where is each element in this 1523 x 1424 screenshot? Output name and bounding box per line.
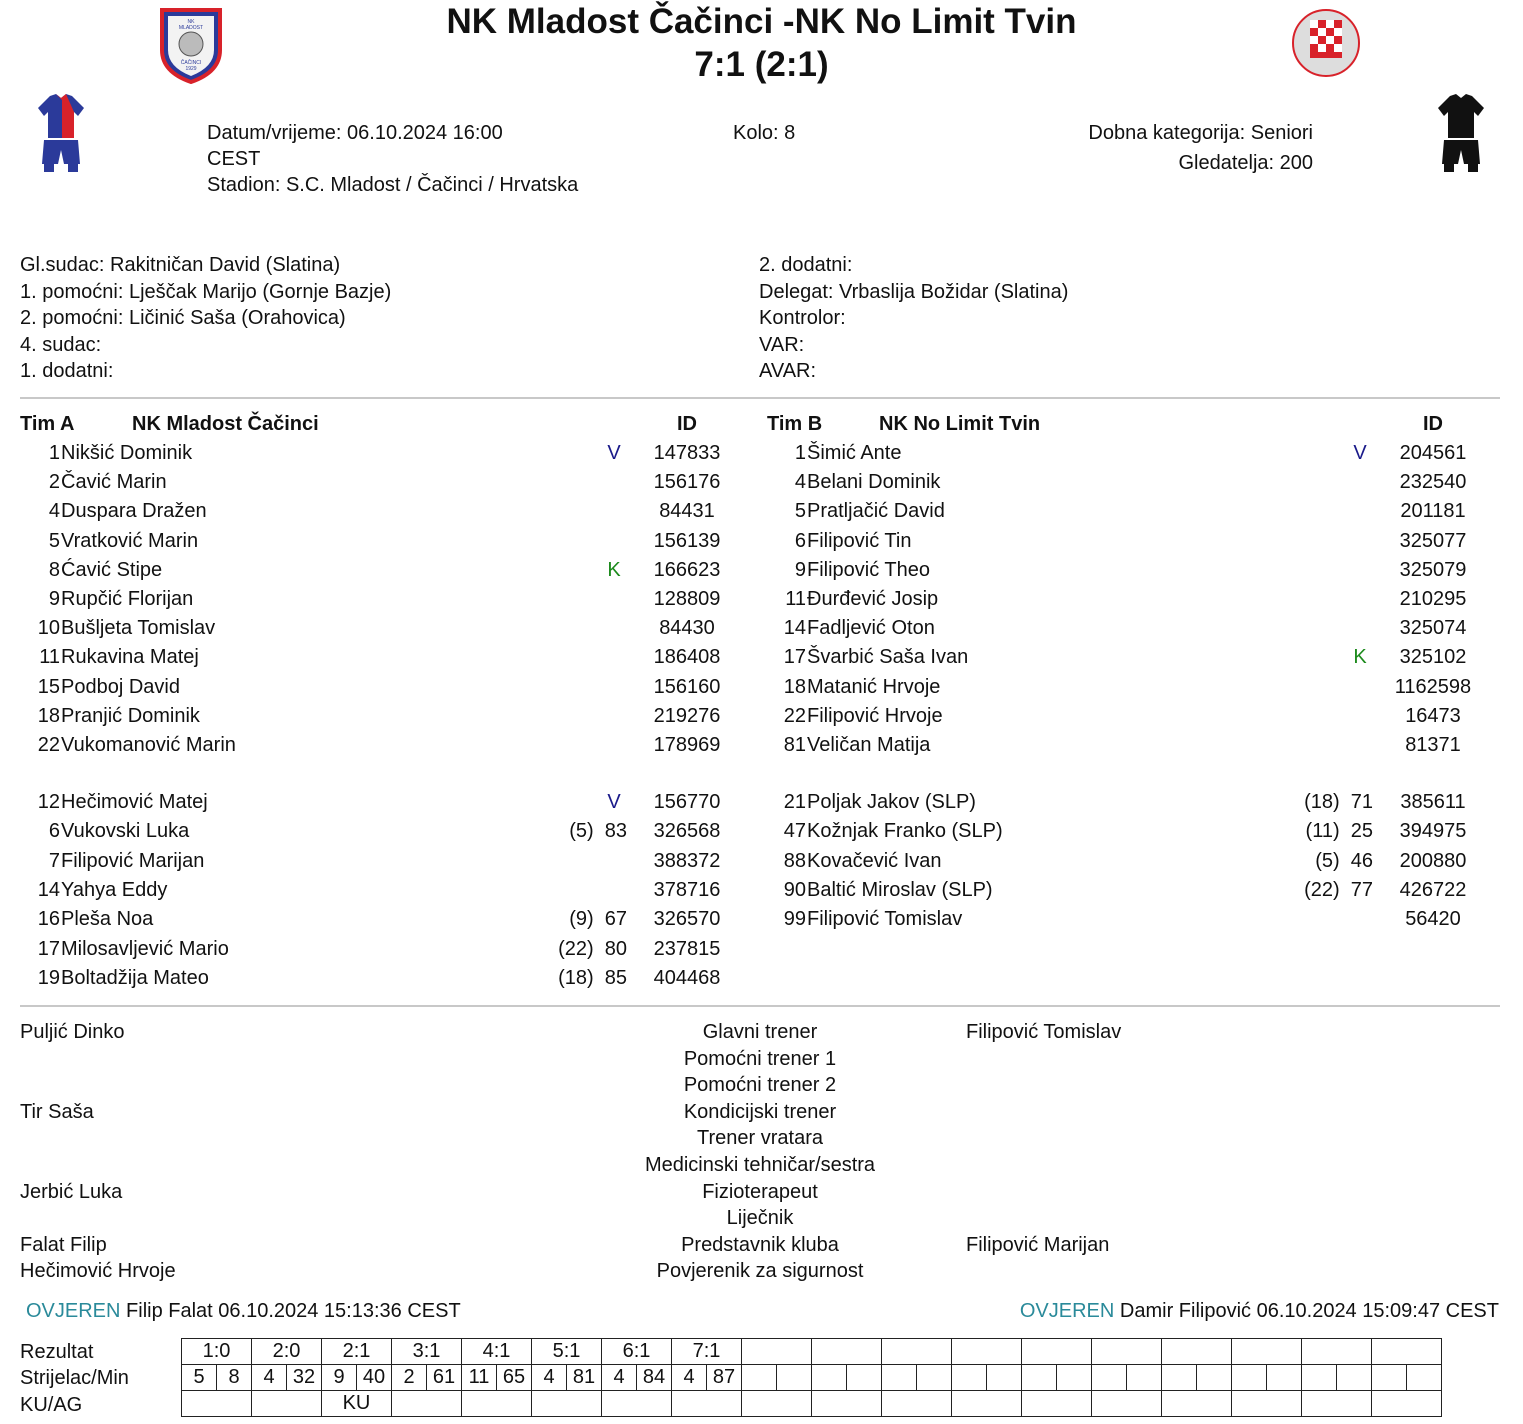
ku-ag-cell <box>1162 1391 1232 1417</box>
official-right: VAR: <box>759 333 805 356</box>
player-name: Pleša Noa <box>61 908 154 931</box>
player-id: 404468 <box>653 966 721 989</box>
ku-ag-cell <box>1092 1391 1162 1417</box>
ku-ag-cell <box>182 1391 252 1417</box>
ku-ag-cell <box>812 1391 882 1417</box>
player-name: Duspara Dražen <box>61 500 207 523</box>
result-score-cell: 2:0 <box>252 1339 322 1365</box>
scorer-minute-cell: 84 <box>637 1365 672 1391</box>
player-name: Milosavljević Mario <box>61 937 229 960</box>
scorer-number-cell: 5 <box>182 1365 217 1391</box>
staff-away-name: Filipović Tomislav <box>966 1021 1122 1043</box>
player-id: 326568 <box>653 820 721 843</box>
player-number: 8 <box>48 558 60 581</box>
player-number: 14 <box>37 878 60 901</box>
substitution-info: (11) 25 <box>1305 820 1373 843</box>
player-name: Ćavić Stipe <box>61 558 163 581</box>
player-row <box>0 791 1523 820</box>
team-a-name: NK Mladost Čačinci <box>132 413 319 435</box>
goalkeeper-badge: V <box>607 791 621 813</box>
captain-badge: K <box>1353 646 1367 669</box>
player-row <box>0 442 1523 471</box>
results-label-score: Rezultat <box>20 1341 94 1363</box>
scorer-number-cell <box>952 1365 987 1391</box>
result-score-cell <box>952 1339 1022 1365</box>
player-id: 166623 <box>653 558 721 581</box>
player-row <box>0 908 1523 937</box>
player-number: 81 <box>783 734 806 756</box>
player-number: 1 <box>794 442 806 464</box>
svg-text:NK: NK <box>187 19 195 25</box>
player-number: 12 <box>37 791 60 813</box>
player-id: 84431 <box>659 500 715 523</box>
staff-role: Trener vratara <box>697 1127 823 1150</box>
player-number: 11 <box>785 588 806 610</box>
player-id: 385611 <box>1400 791 1466 813</box>
player-id: 219276 <box>653 704 721 727</box>
player-name: Kovačević Ivan <box>807 849 942 872</box>
staff-role: Kondicijski trener <box>683 1100 837 1123</box>
match-title: NK Mladost Čačinci -NK No Limit Tvin <box>446 2 1077 41</box>
scorer-minute-cell: 8 <box>217 1365 252 1391</box>
official-left: 1. pomoćni: Lješčak Marijo (Gornje Bazje) <box>20 280 392 303</box>
verification-text: Filip Falat 06.10.2024 15:13:36 CEST <box>126 1300 461 1322</box>
player-number: 21 <box>783 791 806 813</box>
match-category: Dobna kategorija: Seniori <box>1088 122 1313 144</box>
ku-ag-cell <box>742 1391 812 1417</box>
player-number: 6 <box>48 820 60 843</box>
player-row <box>0 588 1523 617</box>
player-number: 9 <box>48 588 60 610</box>
staff-role: Predstavnik kluba <box>681 1233 839 1256</box>
scorer-minute-cell: 32 <box>287 1365 322 1391</box>
match-datetime: Datum/vrijeme: 06.10.2024 16:00 <box>207 122 503 144</box>
player-name: Fadljević Oton <box>807 617 935 640</box>
scorer-number-cell: 11 <box>462 1365 497 1391</box>
player-row <box>0 676 1523 705</box>
player-id: 81371 <box>1405 734 1461 756</box>
staff-role: Povjerenik za sigurnost <box>656 1260 864 1283</box>
player-number: 90 <box>783 878 806 901</box>
substitution-info: (22) 80 <box>558 937 627 960</box>
match-round: Kolo: 8 <box>733 122 796 144</box>
player-row <box>0 471 1523 500</box>
ku-ag-cell <box>532 1391 602 1417</box>
player-id: 128809 <box>653 588 721 610</box>
player-name: Rupčić Florijan <box>61 588 194 610</box>
player-name: Rukavina Matej <box>61 646 199 669</box>
player-number: 5 <box>794 500 806 523</box>
svg-text:1929: 1929 <box>185 66 197 72</box>
team-b-label: Tim B <box>767 413 823 435</box>
player-number: 19 <box>37 966 60 989</box>
match-timezone: CEST <box>207 148 261 170</box>
player-id: 147833 <box>653 442 721 464</box>
result-score-cell: 7:1 <box>672 1339 742 1365</box>
player-number: 1 <box>48 442 60 464</box>
team-a-id-header: ID <box>677 413 697 435</box>
player-number: 15 <box>37 675 60 698</box>
player-id: 156176 <box>653 471 721 494</box>
result-score-cell: 4:1 <box>462 1339 532 1365</box>
staff-home-name: Hečimović Hrvoje <box>20 1260 176 1283</box>
scorer-minute-cell <box>847 1365 882 1391</box>
official-right: Delegat: Vrbaslija Božidar (Slatina) <box>759 280 1069 303</box>
player-id: 388372 <box>653 849 721 872</box>
scorer-minute-cell <box>1267 1365 1302 1391</box>
staff-role: Fizioterapeut <box>702 1180 818 1203</box>
scorer-minute-cell: 87 <box>707 1365 742 1391</box>
substitution-info: (5) 83 <box>569 820 627 843</box>
scorer-number-cell: 4 <box>602 1365 637 1391</box>
player-number: 88 <box>783 849 806 872</box>
team-a-label: Tim A <box>20 413 75 435</box>
scorer-number-cell <box>1092 1365 1127 1391</box>
player-name: Filipović Tin <box>807 529 912 552</box>
scorer-number-cell <box>1162 1365 1197 1391</box>
player-number: 16 <box>37 908 60 931</box>
player-id: 378716 <box>653 878 721 901</box>
ku-ag-cell <box>602 1391 672 1417</box>
player-id: 201181 <box>1400 500 1466 523</box>
goalkeeper-badge: V <box>607 442 621 464</box>
player-name: Vukomanović Marin <box>61 734 236 756</box>
player-id: 16473 <box>1405 704 1461 727</box>
player-name: Čavić Marin <box>61 471 167 494</box>
scorer-number-cell <box>1372 1365 1407 1391</box>
ku-ag-cell <box>252 1391 322 1417</box>
player-number: 17 <box>783 646 806 669</box>
scorer-number-cell: 4 <box>532 1365 567 1391</box>
player-id: 325102 <box>1399 646 1467 669</box>
player-id: 200880 <box>1399 849 1467 872</box>
result-score-cell: 3:1 <box>392 1339 462 1365</box>
result-score-cell <box>1162 1339 1232 1365</box>
ku-ag-cell <box>1372 1391 1442 1417</box>
results-label-ku-ag: KU/AG <box>20 1394 83 1416</box>
ku-ag-cell <box>462 1391 532 1417</box>
verification-status: OVJEREN <box>1019 1300 1115 1322</box>
player-number: 14 <box>783 617 806 640</box>
player-number: 17 <box>37 937 60 960</box>
player-id: 426722 <box>1399 878 1467 901</box>
scorer-number-cell: 4 <box>672 1365 707 1391</box>
scorer-minute-cell <box>1337 1365 1372 1391</box>
ku-ag-cell: KU <box>322 1391 392 1417</box>
substitution-info: (22) 77 <box>1304 878 1373 901</box>
player-id: 325074 <box>1399 617 1467 640</box>
ku-ag-cell <box>1022 1391 1092 1417</box>
staff-role: Pomoćni trener 2 <box>683 1074 837 1097</box>
player-id: 84430 <box>659 617 715 640</box>
staff-role: Medicinski tehničar/sestra <box>644 1154 876 1176</box>
player-row <box>0 617 1523 646</box>
substitution-info: (9) 67 <box>569 908 627 931</box>
player-number: 10 <box>37 617 60 640</box>
player-name: Šimić Ante <box>807 442 902 464</box>
scorer-minute-cell <box>917 1365 952 1391</box>
player-name: Vukovski Luka <box>61 820 190 843</box>
scorer-number-cell <box>742 1365 777 1391</box>
home-club-logo <box>158 6 224 84</box>
scorer-number-cell <box>1232 1365 1267 1391</box>
away-kit-icon <box>1436 94 1486 174</box>
player-number: 2 <box>48 471 60 494</box>
player-name: Kožnjak Franko (SLP) <box>807 820 1003 843</box>
result-score-cell <box>742 1339 812 1365</box>
player-id: 325079 <box>1399 558 1467 581</box>
results-label-scorer: Strijelac/Min <box>20 1367 129 1389</box>
scorer-number-cell: 2 <box>392 1365 427 1391</box>
scorer-minute-cell <box>1057 1365 1092 1391</box>
result-score-cell <box>1302 1339 1372 1365</box>
player-number: 18 <box>783 675 806 698</box>
result-score-cell: 1:0 <box>182 1339 252 1365</box>
match-spectators: Gledatelja: 200 <box>1178 152 1313 174</box>
player-name: Filipović Tomislav <box>807 908 963 931</box>
player-id: 156139 <box>653 529 721 552</box>
ku-ag-cell <box>952 1391 1022 1417</box>
scorer-minute-cell: 61 <box>427 1365 462 1391</box>
player-name: Filipović Hrvoje <box>807 704 943 727</box>
staff-home-name: Puljić Dinko <box>20 1021 125 1043</box>
player-row <box>0 646 1523 675</box>
ku-ag-cell <box>672 1391 742 1417</box>
result-score-cell: 6:1 <box>602 1339 672 1365</box>
player-row <box>0 530 1523 559</box>
player-name: Veličan Matija <box>807 734 931 756</box>
player-name: Baltić Miroslav (SLP) <box>807 878 993 901</box>
staff-away-name: Filipović Marijan <box>966 1233 1110 1256</box>
player-row <box>0 500 1523 529</box>
scorer-minute-cell <box>1197 1365 1232 1391</box>
player-name: Pratljačić David <box>807 500 945 523</box>
scorer-minute-cell: 81 <box>567 1365 602 1391</box>
player-row <box>0 734 1523 763</box>
result-score-cell <box>1232 1339 1302 1365</box>
player-name: Filipović Marijan <box>61 849 205 872</box>
official-right: AVAR: <box>759 360 817 383</box>
scorer-number-cell: 9 <box>322 1365 357 1391</box>
staff-home-name: Falat Filip <box>20 1233 107 1256</box>
player-id: 394975 <box>1399 820 1467 843</box>
player-id: 210295 <box>1399 588 1467 610</box>
player-row <box>0 938 1523 967</box>
player-name: Belani Dominik <box>807 471 941 494</box>
svg-text:MLADOST: MLADOST <box>178 25 204 31</box>
verification-text: Damir Filipović 06.10.2024 15:09:47 CEST <box>1119 1300 1499 1322</box>
player-id: 156160 <box>653 675 721 698</box>
player-row <box>0 559 1523 588</box>
scorer-minute-cell: 40 <box>357 1365 392 1391</box>
ku-ag-cell <box>1232 1391 1302 1417</box>
away-club-logo <box>1292 6 1360 80</box>
player-name: Podboj David <box>61 675 180 698</box>
player-name: Pranjić Dominik <box>61 704 200 727</box>
home-kit-icon <box>36 94 86 174</box>
player-name: Bušljeta Tomislav <box>61 617 216 640</box>
match-stadium: Stadion: S.C. Mladost / Čačinci / Hrvatska <box>207 174 579 196</box>
player-name: Matanić Hrvoje <box>807 675 941 698</box>
player-number: 4 <box>48 500 60 523</box>
player-row <box>0 820 1523 849</box>
substitution-info: (18) 71 <box>1304 791 1373 813</box>
player-number: 4 <box>794 471 806 494</box>
player-name: Đurđević Josip <box>807 588 939 610</box>
player-id: 326570 <box>653 908 721 931</box>
ku-ag-cell <box>882 1391 952 1417</box>
team-b-id-header: ID <box>1423 413 1443 435</box>
verification-left <box>26 1300 461 1323</box>
staff-role: Glavni trener <box>702 1021 818 1043</box>
goalkeeper-badge: V <box>1353 442 1367 464</box>
scorer-number-cell: 4 <box>252 1365 287 1391</box>
result-score-cell: 2:1 <box>322 1339 392 1365</box>
substitution-info: (5) 46 <box>1315 849 1373 872</box>
player-id: 186408 <box>653 646 721 669</box>
player-number: 7 <box>48 849 60 872</box>
result-score-cell <box>882 1339 952 1365</box>
player-name: Nikšić Dominik <box>61 442 193 464</box>
player-name: Hečimović Matej <box>61 791 208 813</box>
verification-status: OVJEREN <box>26 1300 121 1322</box>
result-score-cell <box>812 1339 882 1365</box>
player-name: Švarbić Saša Ivan <box>807 646 969 669</box>
player-id: 204561 <box>1399 442 1467 464</box>
player-id: 1162598 <box>1394 675 1472 698</box>
result-score-cell <box>1092 1339 1162 1365</box>
player-id: 232540 <box>1399 471 1467 494</box>
ku-ag-cell <box>1302 1391 1372 1417</box>
official-left: 1. dodatni: <box>20 360 114 383</box>
svg-text:ČAČINCI: ČAČINCI <box>180 60 202 66</box>
verification-right <box>1020 1300 1499 1323</box>
player-id: 325077 <box>1399 529 1467 552</box>
player-name: Boltadžija Mateo <box>61 966 209 989</box>
player-id: 178969 <box>653 734 721 756</box>
player-number: 11 <box>39 646 60 669</box>
scorer-minute-cell <box>1127 1365 1162 1391</box>
scorer-number-cell <box>1302 1365 1337 1391</box>
player-name: Yahya Eddy <box>61 878 168 901</box>
player-row <box>0 705 1523 734</box>
player-id: 56420 <box>1405 908 1461 931</box>
player-number: 9 <box>794 558 806 581</box>
staff-role: Liječnik <box>726 1207 794 1230</box>
player-name: Poljak Jakov (SLP) <box>807 791 976 813</box>
player-number: 6 <box>794 529 806 552</box>
player-number: 22 <box>37 734 60 756</box>
player-row <box>0 967 1523 996</box>
player-number: 99 <box>783 908 806 931</box>
substitution-info: (18) 85 <box>558 966 627 989</box>
staff-home-name: Jerbić Luka <box>20 1180 123 1203</box>
player-number: 22 <box>783 704 806 727</box>
player-name: Filipović Theo <box>807 558 931 581</box>
official-right: Kontrolor: <box>759 307 846 330</box>
result-score-cell <box>1372 1339 1442 1365</box>
match-score: 7:1 (2:1) <box>694 45 829 84</box>
ku-ag-cell <box>392 1391 462 1417</box>
official-right: 2. dodatni: <box>759 254 853 276</box>
scorer-minute-cell <box>987 1365 1022 1391</box>
player-number: 5 <box>48 529 60 552</box>
player-row <box>0 879 1523 908</box>
staff-home-name: Tir Saša <box>20 1100 94 1123</box>
player-id: 156770 <box>653 791 721 813</box>
scorer-minute-cell <box>1407 1365 1442 1391</box>
results-table <box>181 1338 1442 1417</box>
result-score-cell <box>1022 1339 1092 1365</box>
result-score-cell: 5:1 <box>532 1339 602 1365</box>
official-left: 4. sudac: <box>20 333 102 356</box>
scorer-minute-cell: 65 <box>497 1365 532 1391</box>
player-number: 18 <box>37 704 60 727</box>
player-id: 237815 <box>653 937 721 960</box>
scorer-number-cell <box>1022 1365 1057 1391</box>
divider <box>20 397 1500 399</box>
scorer-number-cell <box>882 1365 917 1391</box>
official-left: Gl.sudac: Rakitničan David (Slatina) <box>20 254 341 276</box>
official-left: 2. pomoćni: Ličinić Saša (Orahovica) <box>20 307 346 330</box>
player-number: 47 <box>783 820 806 843</box>
player-name: Vratković Marin <box>61 529 199 552</box>
scorer-minute-cell <box>777 1365 812 1391</box>
player-row <box>0 850 1523 879</box>
staff-role: Pomoćni trener 1 <box>683 1047 837 1070</box>
team-b-name: NK No Limit Tvin <box>879 413 1041 435</box>
captain-badge: K <box>607 558 621 581</box>
divider <box>20 1005 1500 1007</box>
scorer-number-cell <box>812 1365 847 1391</box>
